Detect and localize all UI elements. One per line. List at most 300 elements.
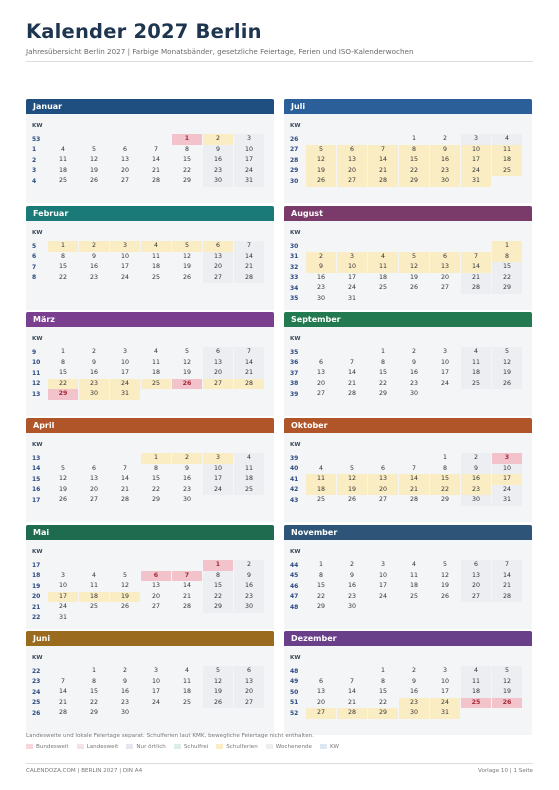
day-cell: 13 <box>368 474 398 485</box>
day-cell: 16 <box>347 582 356 589</box>
day-cell: 6 <box>141 571 171 582</box>
day-cell: 22 <box>492 273 522 284</box>
day-cell <box>79 560 109 571</box>
month-body <box>26 327 274 416</box>
kw-label: KW <box>290 123 301 129</box>
day-cell: 13 <box>203 252 233 263</box>
week-row <box>284 166 532 177</box>
day-cell: 24 <box>378 592 387 600</box>
month-body <box>26 433 274 522</box>
day-cell: 19 <box>182 263 191 270</box>
day-cell <box>234 613 264 624</box>
day-cell: 15 <box>399 155 429 166</box>
day-cell: 11 <box>89 582 98 589</box>
day-cell: 25 <box>151 273 160 281</box>
day-cell: 23 <box>316 284 325 291</box>
day-cell: 20 <box>461 581 491 592</box>
day-cell: 12 <box>182 358 191 366</box>
kw-label: KW <box>32 655 43 661</box>
kw-label: KW <box>32 549 43 555</box>
month-header: Juni <box>26 631 274 646</box>
day-cell: 18 <box>492 155 522 166</box>
day-cell: 15 <box>89 688 98 695</box>
day-cell: 8 <box>153 464 158 472</box>
day-cell: 14 <box>368 155 398 166</box>
day-cell: 28 <box>151 177 160 184</box>
day-cell: 29 <box>440 496 449 503</box>
day-cell: 12 <box>337 474 367 485</box>
day-cell: 26 <box>172 379 202 390</box>
day-cell: 1 <box>411 135 416 142</box>
week-number: 5 <box>32 242 37 250</box>
month-body <box>26 646 274 735</box>
day-cell: 28 <box>182 603 191 610</box>
day-cell <box>306 241 336 252</box>
day-cell: 23 <box>234 592 264 603</box>
day-cell: 26 <box>306 176 336 187</box>
week-number: 30 <box>290 242 299 250</box>
day-cell: 27 <box>151 603 160 610</box>
day-cell: 27 <box>378 496 387 503</box>
day-cell: 18 <box>151 369 160 376</box>
day-cell: 29 <box>316 603 325 610</box>
day-cell: 24 <box>120 273 129 281</box>
day-cell: 1 <box>91 667 96 674</box>
day-cell: 11 <box>151 358 160 366</box>
day-cell: 6 <box>318 358 323 366</box>
day-cell: 21 <box>234 368 264 379</box>
day-cell: 7 <box>368 145 398 156</box>
day-cell: 21 <box>399 485 429 496</box>
month-header: Juli <box>284 99 532 114</box>
kw-label: KW <box>290 230 301 236</box>
kw-label: KW <box>32 230 43 236</box>
week-number: 19 <box>32 582 41 590</box>
day-cell <box>141 560 171 571</box>
week-row <box>284 145 532 156</box>
week-row <box>284 294 532 305</box>
day-cell: 9 <box>91 358 96 366</box>
day-cell: 16 <box>430 155 460 166</box>
day-cell: 23 <box>120 698 129 706</box>
legend-swatch <box>77 744 84 749</box>
page-subtitle: Jahresübersicht Berlin 2027 | Farbige Monatsbänder, gesetzliche Feiertage, Ferien und ISO-Kalenderwochen <box>26 47 414 56</box>
week-number: 48 <box>290 667 299 675</box>
day-cell: 10 <box>378 571 387 579</box>
day-cell: 14 <box>182 582 191 589</box>
day-cell: 22 <box>182 166 191 174</box>
week-number: 16 <box>32 486 41 493</box>
day-cell <box>306 453 336 464</box>
day-cell: 2 <box>91 348 96 355</box>
day-cell: 6 <box>337 145 367 156</box>
day-cell: 23 <box>399 698 429 709</box>
day-cell: 16 <box>409 369 418 376</box>
month-header: April <box>26 418 274 433</box>
day-cell: 30 <box>461 495 491 506</box>
day-cell: 17 <box>347 273 356 281</box>
day-cell: 5 <box>492 666 522 677</box>
day-cell <box>141 613 171 624</box>
day-cell: 8 <box>380 358 385 366</box>
day-cell: 15 <box>378 369 387 376</box>
day-cell: 2 <box>411 348 416 355</box>
week-number: 26 <box>32 709 41 717</box>
day-cell: 2 <box>411 667 416 674</box>
week-number: 40 <box>290 465 299 472</box>
day-cell: 28 <box>368 176 398 187</box>
day-cell: 6 <box>430 252 460 263</box>
week-row <box>284 592 532 603</box>
day-cell: 25 <box>409 592 418 600</box>
day-cell <box>234 708 264 719</box>
week-row <box>26 474 274 485</box>
day-cell: 16 <box>234 581 264 592</box>
day-cell: 14 <box>234 252 264 263</box>
day-cell: 19 <box>110 592 140 603</box>
month-body <box>284 433 532 522</box>
day-cell: 16 <box>120 688 129 695</box>
month-header: Dezember <box>284 631 532 646</box>
day-cell: 11 <box>234 464 264 475</box>
day-cell: 24 <box>110 379 140 390</box>
day-cell: 20 <box>151 592 160 600</box>
day-cell: 25 <box>141 379 171 390</box>
day-cell <box>203 389 233 400</box>
day-cell: 28 <box>58 709 67 716</box>
week-number: 52 <box>290 709 299 717</box>
day-cell: 11 <box>492 145 522 156</box>
day-cell: 22 <box>58 273 67 281</box>
day-cell: 20 <box>337 166 367 177</box>
day-cell: 14 <box>120 475 129 482</box>
day-cell: 18 <box>306 485 336 496</box>
week-number: 15 <box>32 475 41 483</box>
week-row <box>26 273 274 284</box>
day-cell: 18 <box>151 263 160 270</box>
day-cell: 6 <box>203 347 233 358</box>
day-cell <box>306 666 336 677</box>
day-cell: 10 <box>120 252 129 260</box>
week-number: 20 <box>32 593 41 600</box>
day-cell: 15 <box>492 262 522 273</box>
week-number: 29 <box>290 167 299 174</box>
day-cell: 30 <box>234 602 264 613</box>
day-cell: 18 <box>461 687 491 698</box>
kw-label: KW <box>290 336 301 342</box>
day-cell: 20 <box>368 485 398 496</box>
day-cell: 20 <box>120 166 129 174</box>
day-cell <box>141 134 171 145</box>
day-cell: 3 <box>60 571 65 579</box>
day-cell <box>110 453 140 464</box>
day-cell: 8 <box>60 358 65 366</box>
week-number: 32 <box>290 263 299 271</box>
week-number: 6 <box>32 253 37 260</box>
day-cell: 8 <box>318 571 323 579</box>
day-cell: 29 <box>368 708 398 719</box>
day-cell: 8 <box>60 252 65 260</box>
day-cell: 8 <box>492 252 522 263</box>
day-cell: 19 <box>409 273 418 281</box>
day-cell: 17 <box>203 474 233 485</box>
day-cell: 26 <box>120 603 129 610</box>
day-cell <box>141 389 171 400</box>
day-cell: 4 <box>492 134 522 145</box>
day-cell: 7 <box>461 252 491 263</box>
day-cell: 11 <box>306 474 336 485</box>
week-number: 17 <box>32 496 41 504</box>
day-cell: 30 <box>120 709 129 716</box>
day-cell: 7 <box>349 677 354 685</box>
day-cell: 20 <box>316 379 325 387</box>
day-cell: 9 <box>411 358 416 366</box>
month-september <box>284 312 532 416</box>
week-number: 3 <box>32 167 37 174</box>
day-cell: 10 <box>461 145 491 156</box>
day-cell <box>337 347 367 358</box>
week-row <box>26 464 274 475</box>
legend-swatch <box>216 744 223 749</box>
day-cell: 3 <box>492 453 522 464</box>
day-cell: 24 <box>234 166 264 177</box>
day-cell: 27 <box>316 390 325 397</box>
day-cell: 13 <box>316 688 325 695</box>
day-cell: 16 <box>203 155 233 166</box>
day-cell <box>203 495 233 506</box>
day-cell: 4 <box>234 453 264 464</box>
day-cell: 20 <box>89 485 98 493</box>
week-row <box>26 241 274 252</box>
day-cell: 1 <box>60 348 65 355</box>
day-cell: 9 <box>91 252 96 260</box>
footer-divider <box>26 763 533 764</box>
day-cell: 28 <box>337 708 367 719</box>
week-row <box>26 592 274 603</box>
week-number: 7 <box>32 263 37 271</box>
day-cell: 3 <box>461 134 491 145</box>
week-row <box>26 698 274 709</box>
day-cell: 14 <box>461 262 491 273</box>
week-number: 36 <box>290 359 299 366</box>
day-cell: 31 <box>110 389 140 400</box>
day-cell: 12 <box>399 262 429 273</box>
month-body <box>26 221 274 310</box>
day-cell: 17 <box>234 155 264 166</box>
day-cell: 24 <box>440 379 449 387</box>
kw-label: KW <box>32 123 43 129</box>
week-number: 50 <box>290 688 299 696</box>
legend-swatch <box>320 744 327 749</box>
legend-label: Wochenende <box>275 744 312 750</box>
day-cell: 27 <box>203 273 233 284</box>
month-juni <box>26 631 274 735</box>
day-cell: 23 <box>409 379 418 387</box>
day-cell: 5 <box>91 145 96 153</box>
day-cell: 21 <box>182 592 191 600</box>
day-cell: 22 <box>316 592 325 600</box>
week-number: 8 <box>32 274 37 281</box>
day-cell: 5 <box>122 571 127 579</box>
day-cell: 15 <box>151 475 160 482</box>
week-row <box>26 252 274 263</box>
legend-label: KW <box>330 744 339 750</box>
week-row <box>284 560 532 571</box>
day-cell: 11 <box>368 262 398 273</box>
day-cell <box>48 560 78 571</box>
legend-swatch <box>26 744 33 749</box>
day-cell: 6 <box>380 464 385 472</box>
day-cell: 25 <box>461 698 491 709</box>
day-cell: 22 <box>399 166 429 177</box>
day-cell: 19 <box>58 485 67 493</box>
day-cell <box>368 453 398 464</box>
day-cell: 15 <box>58 369 67 376</box>
week-row <box>284 134 532 145</box>
week-number: 46 <box>290 582 299 590</box>
week-row <box>284 176 532 187</box>
day-cell: 8 <box>184 145 189 153</box>
day-cell: 2 <box>122 667 127 674</box>
day-cell <box>306 347 336 358</box>
month-august <box>284 206 532 310</box>
day-cell <box>110 134 140 145</box>
day-cell: 30 <box>409 390 418 397</box>
day-cell: 4 <box>368 252 398 263</box>
day-cell: 3 <box>110 241 140 252</box>
day-cell: 22 <box>89 698 98 706</box>
week-row <box>26 176 274 187</box>
day-cell: 18 <box>409 582 418 589</box>
day-cell <box>203 613 233 624</box>
day-cell: 27 <box>234 698 264 709</box>
day-cell: 17 <box>440 369 449 376</box>
week-number: 47 <box>290 593 299 600</box>
day-cell: 21 <box>461 273 491 284</box>
day-cell: 9 <box>411 677 416 685</box>
week-number: 18 <box>32 572 41 579</box>
day-cell: 16 <box>89 263 98 270</box>
day-cell <box>141 708 171 719</box>
kw-label: KW <box>32 336 43 342</box>
day-cell: 1 <box>172 134 202 145</box>
legend-label: Schulferien <box>226 744 258 750</box>
day-cell: 1 <box>380 667 385 674</box>
day-cell: 28 <box>492 592 522 603</box>
day-cell: 18 <box>58 166 67 174</box>
legend-label: Nur örtlich <box>136 744 166 750</box>
day-cell: 31 <box>347 294 356 302</box>
day-cell: 23 <box>89 273 98 281</box>
day-cell: 18 <box>234 474 264 485</box>
day-cell: 20 <box>316 698 325 706</box>
day-cell: 25 <box>492 166 522 177</box>
week-row <box>284 273 532 284</box>
day-cell: 5 <box>399 252 429 263</box>
day-cell <box>492 708 522 719</box>
week-row <box>26 155 274 166</box>
week-row <box>26 453 274 464</box>
week-number: 41 <box>290 475 299 483</box>
day-cell: 29 <box>378 390 387 397</box>
month-body <box>284 540 532 629</box>
day-cell: 31 <box>58 613 67 621</box>
week-row <box>284 453 532 464</box>
day-cell: 3 <box>203 453 233 464</box>
day-cell: 7 <box>349 358 354 366</box>
day-cell <box>430 602 460 613</box>
week-row <box>284 283 532 294</box>
day-cell: 12 <box>492 358 522 369</box>
day-cell: 21 <box>234 262 264 273</box>
day-cell: 25 <box>182 698 191 706</box>
day-cell: 5 <box>349 464 354 472</box>
week-row <box>26 262 274 273</box>
month-header: September <box>284 312 532 327</box>
day-cell: 6 <box>318 677 323 685</box>
day-cell: 3 <box>380 561 385 568</box>
day-cell <box>430 241 460 252</box>
day-cell: 21 <box>492 581 522 592</box>
day-cell: 21 <box>120 485 129 493</box>
day-cell: 2 <box>234 560 264 571</box>
day-cell <box>492 389 522 400</box>
day-cell: 11 <box>151 252 160 260</box>
week-number: 27 <box>290 146 299 153</box>
day-cell: 3 <box>153 667 158 674</box>
day-cell <box>79 453 109 464</box>
day-cell: 25 <box>378 284 387 291</box>
day-cell: 4 <box>411 561 416 568</box>
kw-label: KW <box>290 442 301 448</box>
day-cell: 5 <box>60 464 65 472</box>
day-cell: 6 <box>91 464 96 472</box>
day-cell: 10 <box>337 262 367 273</box>
week-number: 28 <box>290 156 299 164</box>
day-cell: 1 <box>141 453 171 464</box>
week-row <box>26 571 274 582</box>
day-cell: 15 <box>378 688 387 695</box>
day-cell: 31 <box>234 176 264 187</box>
day-cell: 1 <box>442 454 447 461</box>
day-cell: 20 <box>203 368 233 379</box>
day-cell: 9 <box>461 464 491 475</box>
day-cell: 8 <box>399 145 429 156</box>
week-row <box>26 389 274 400</box>
day-cell: 28 <box>461 283 491 294</box>
day-cell: 9 <box>430 145 460 156</box>
week-row <box>26 166 274 177</box>
week-row <box>284 698 532 709</box>
week-row <box>26 708 274 719</box>
day-cell: 3 <box>442 667 447 674</box>
week-number: 21 <box>32 603 41 611</box>
month-header: Februar <box>26 206 274 221</box>
day-cell: 12 <box>492 677 522 688</box>
day-cell: 13 <box>89 475 98 482</box>
week-row <box>284 389 532 400</box>
week-row <box>26 485 274 496</box>
day-cell: 10 <box>151 677 160 685</box>
day-cell: 26 <box>182 273 191 281</box>
day-cell <box>306 134 336 145</box>
day-cell: 12 <box>203 677 233 688</box>
month-body <box>284 646 532 735</box>
day-cell: 17 <box>151 688 160 695</box>
day-cell: 18 <box>378 273 387 281</box>
week-row <box>26 358 274 369</box>
day-cell: 27 <box>440 284 449 291</box>
